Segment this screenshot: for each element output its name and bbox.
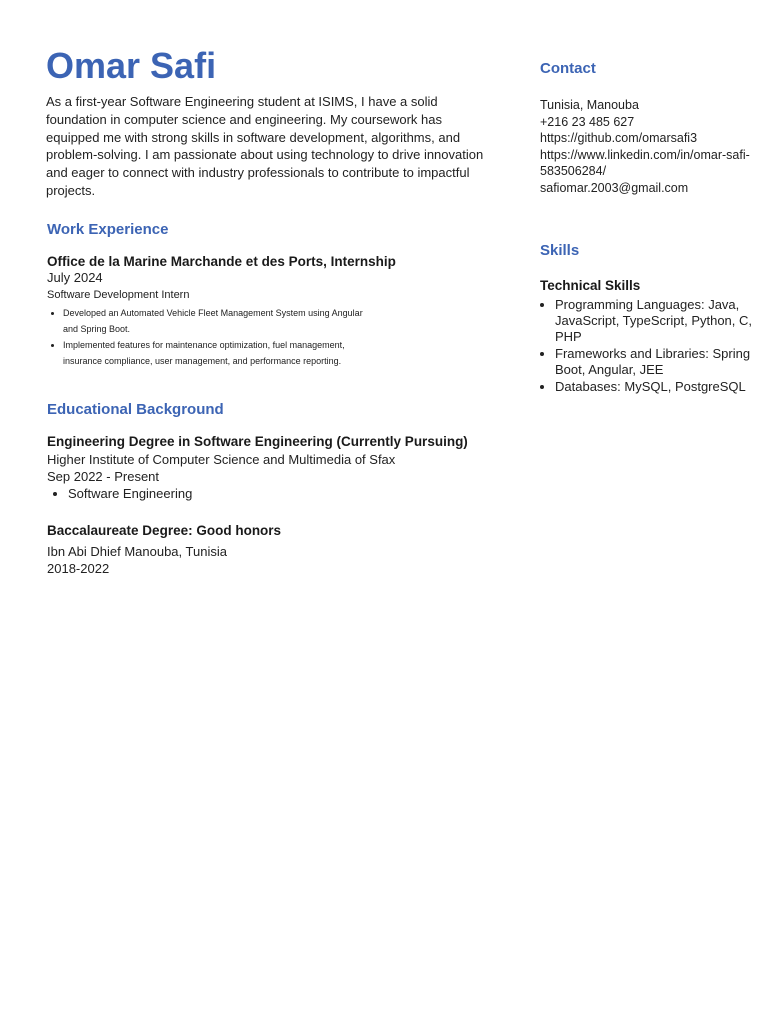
education-heading: Educational Background <box>47 400 224 418</box>
candidate-name: Omar Safi <box>46 45 217 86</box>
education-entry-dates: Sep 2022 - Present <box>47 468 160 484</box>
list-item: • Developed an Automated Vehicle Fleet Management System using Angular and Spring Boot. <box>63 305 373 337</box>
education-entry <box>46 433 516 502</box>
education-entry-institution: Ibn Abi Dhief Manouba, Tunisia <box>47 543 227 559</box>
work-entry-bullets <box>46 305 373 370</box>
list-item: • Programming Languages: Java, JavaScript, TypeScript, Python, C, PHP <box>555 297 755 346</box>
list-item: • Implemented features for maintenance optimization, fuel management, insurance compliance, user management, and performance reporting. <box>63 337 373 369</box>
contact-linkedin-link[interactable]: https://www.linkedin.com/in/omar-safi-583506284/ <box>540 147 750 179</box>
contact-heading: Contact <box>540 60 596 77</box>
skills-heading: Skills <box>540 241 580 259</box>
education-entry-title: Engineering Degree in Software Engineering (Currently Pursuing) <box>47 433 468 449</box>
list-item: • Databases: MySQL, PostgreSQL <box>555 379 755 395</box>
contact-phone[interactable]: +216 23 485 627 <box>540 114 635 129</box>
main-column <box>46 44 516 577</box>
work-entry-role: Software Development Intern <box>47 288 190 301</box>
contact-details <box>540 97 755 197</box>
contact-email-link[interactable]: safiomar.2003@gmail.com <box>540 180 689 195</box>
list-item: • Frameworks and Libraries: Spring Boot, Angular, JEE <box>555 346 755 379</box>
education-entry-bullets <box>46 485 516 502</box>
contact-github-link[interactable]: https://github.com/omarsafi3 <box>540 131 698 146</box>
contact-location: Tunisia, Manouba <box>540 98 639 112</box>
education-entry <box>46 522 516 577</box>
skills-list <box>540 297 755 395</box>
work-experience-heading: Work Experience <box>47 220 169 238</box>
work-entry <box>46 253 516 370</box>
education-entry-institution: Higher Institute of Computer Science and Multimedia of Sfax <box>47 451 396 467</box>
technical-skills-subheading: Technical Skills <box>540 277 641 293</box>
work-entry-title: Office de la Marine Marchande et des Ports, Internship <box>47 253 396 269</box>
list-item: • Software Engineering <box>68 485 516 502</box>
education-entry-title: Baccalaureate Degree: Good honors <box>47 522 282 538</box>
sidebar-column <box>540 44 755 395</box>
education-entry-dates: 2018-2022 <box>47 560 110 576</box>
profile-summary: As a first-year Software Engineering student at ISIMS, I have a solid foundation in computer science and engineering. My coursework has equipped me with strong skills in software development, algorithms, and problem-solving. I am passionate about using technology to drive innovation and eager to connect with industry professionals to contribute to impactful projects. <box>46 94 484 198</box>
work-entry-date: July 2024 <box>47 269 103 285</box>
